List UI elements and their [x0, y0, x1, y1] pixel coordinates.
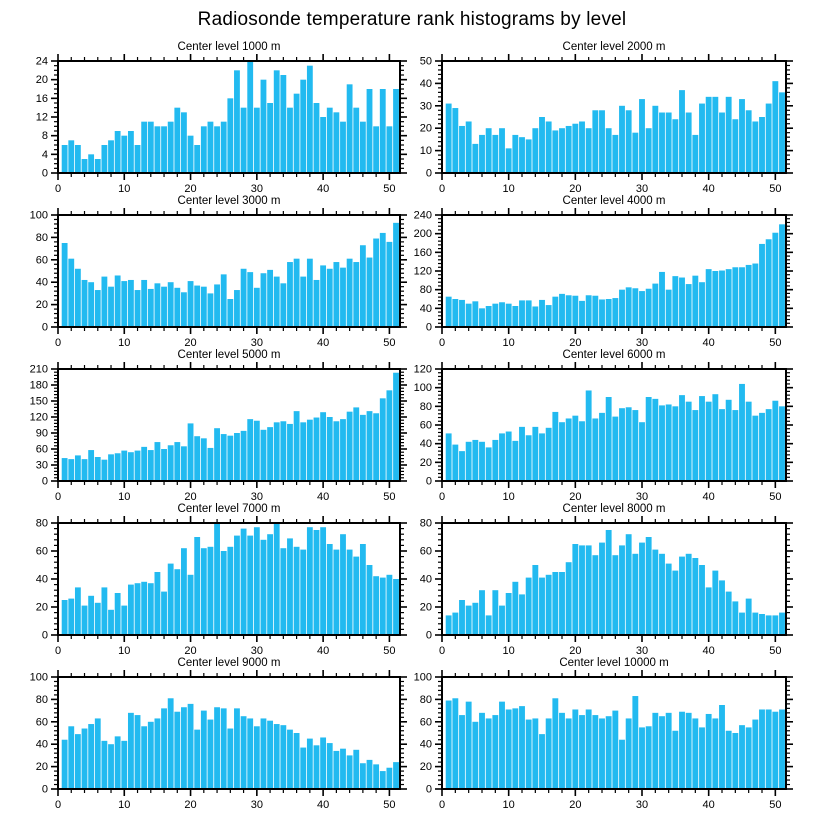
svg-text:100: 100: [413, 382, 432, 395]
svg-text:20: 20: [569, 183, 582, 193]
svg-text:20: 20: [35, 761, 48, 774]
svg-text:80: 80: [35, 517, 48, 530]
svg-text:0: 0: [41, 321, 48, 334]
svg-text:20: 20: [419, 456, 432, 469]
svg-text:0: 0: [438, 183, 446, 193]
svg-text:80: 80: [419, 693, 432, 706]
svg-text:30: 30: [635, 337, 649, 347]
bars: [62, 523, 399, 635]
svg-text:80: 80: [35, 693, 48, 706]
svg-text:20: 20: [184, 491, 197, 501]
svg-text:40: 40: [316, 799, 330, 809]
svg-text:210: 210: [29, 363, 48, 376]
subplot-title: Center level 6000 m: [562, 349, 666, 361]
subplot-chart: [412, 501, 824, 655]
subplot-chart: [0, 193, 412, 347]
svg-text:20: 20: [184, 799, 197, 809]
svg-text:0: 0: [54, 337, 62, 347]
subplot-grid: [0, 39, 824, 809]
svg-text:20: 20: [419, 761, 432, 774]
svg-text:30: 30: [35, 459, 48, 472]
svg-text:4: 4: [41, 148, 48, 161]
svg-text:80: 80: [419, 400, 432, 413]
subplot-center-level-9000-m: [0, 655, 412, 809]
svg-text:60: 60: [419, 419, 432, 432]
svg-text:10: 10: [118, 183, 131, 193]
svg-text:50: 50: [383, 645, 396, 655]
svg-text:50: 50: [383, 183, 396, 193]
svg-text:20: 20: [184, 183, 197, 193]
svg-text:20: 20: [35, 601, 48, 614]
svg-text:40: 40: [419, 738, 432, 751]
svg-text:20: 20: [569, 337, 582, 347]
bars: [446, 224, 785, 327]
subplot-chart: [0, 39, 412, 193]
subplot-title: Center level 2000 m: [562, 41, 666, 53]
subplot-center-level-8000-m: [412, 501, 824, 655]
svg-text:40: 40: [419, 77, 432, 90]
svg-text:60: 60: [35, 545, 48, 558]
svg-text:30: 30: [635, 645, 649, 655]
bars: [446, 530, 785, 635]
subplot-title: Center level 9000 m: [177, 657, 281, 669]
svg-text:20: 20: [569, 645, 582, 655]
bars: [62, 698, 399, 789]
svg-text:200: 200: [413, 228, 432, 241]
svg-text:0: 0: [438, 337, 446, 347]
svg-text:10: 10: [502, 183, 515, 193]
svg-text:20: 20: [184, 645, 197, 655]
svg-text:0: 0: [425, 475, 432, 488]
subplot-center-level-4000-m: [412, 193, 824, 347]
subplot-center-level-6000-m: [412, 347, 824, 501]
svg-text:40: 40: [702, 799, 715, 809]
bars: [446, 384, 785, 481]
svg-text:20: 20: [419, 601, 432, 614]
bars: [446, 696, 785, 789]
svg-text:60: 60: [35, 716, 48, 729]
svg-text:30: 30: [635, 799, 649, 809]
subplot-title: Center level 5000 m: [177, 349, 281, 361]
subplot-center-level-1000-m: [0, 39, 412, 193]
svg-text:40: 40: [316, 183, 330, 193]
subplot-center-level-7000-m: [0, 501, 412, 655]
subplot-center-level-10000-m: [412, 655, 824, 809]
svg-text:120: 120: [29, 411, 48, 424]
svg-text:40: 40: [35, 276, 48, 289]
svg-text:0: 0: [425, 783, 432, 796]
svg-text:120: 120: [413, 265, 432, 278]
subplot-chart: [0, 347, 412, 501]
svg-text:90: 90: [35, 427, 48, 440]
subplot-chart: [412, 193, 824, 347]
subplot-chart: [412, 39, 824, 193]
svg-text:240: 240: [413, 209, 432, 222]
svg-text:40: 40: [316, 491, 330, 501]
svg-text:40: 40: [702, 337, 715, 347]
svg-text:100: 100: [29, 671, 48, 684]
subplot-chart: [0, 655, 412, 809]
svg-text:20: 20: [184, 337, 197, 347]
svg-text:100: 100: [29, 209, 48, 222]
svg-text:20: 20: [35, 299, 48, 312]
svg-text:10: 10: [502, 337, 515, 347]
subplot-center-level-5000-m: [0, 347, 412, 501]
svg-text:0: 0: [54, 799, 62, 809]
svg-text:20: 20: [569, 799, 582, 809]
svg-text:20: 20: [35, 74, 48, 87]
svg-text:12: 12: [35, 111, 48, 124]
svg-text:40: 40: [419, 302, 432, 315]
svg-text:40: 40: [35, 573, 48, 586]
svg-text:10: 10: [118, 337, 131, 347]
svg-text:80: 80: [419, 284, 432, 297]
svg-text:30: 30: [250, 645, 263, 655]
subplot-title: Center level 4000 m: [562, 195, 666, 207]
svg-text:30: 30: [250, 491, 263, 501]
svg-text:8: 8: [41, 130, 48, 143]
svg-text:50: 50: [769, 799, 782, 809]
svg-text:10: 10: [118, 491, 131, 501]
subplot-title: Center level 10000 m: [559, 657, 669, 669]
bars: [62, 223, 399, 327]
svg-text:10: 10: [118, 645, 131, 655]
svg-text:0: 0: [41, 167, 48, 180]
svg-text:10: 10: [502, 799, 515, 809]
svg-text:50: 50: [383, 491, 396, 501]
svg-text:0: 0: [425, 167, 432, 180]
svg-text:0: 0: [425, 321, 432, 334]
svg-text:30: 30: [635, 183, 649, 193]
bars: [62, 373, 399, 481]
subplot-title: Center level 7000 m: [177, 503, 281, 515]
svg-text:50: 50: [383, 337, 396, 347]
svg-text:0: 0: [54, 183, 62, 193]
svg-text:30: 30: [250, 799, 263, 809]
subplot-center-level-3000-m: [0, 193, 412, 347]
svg-text:10: 10: [502, 491, 515, 501]
svg-text:40: 40: [702, 491, 715, 501]
bars: [62, 61, 399, 173]
svg-text:50: 50: [769, 337, 782, 347]
svg-text:50: 50: [769, 645, 782, 655]
svg-text:0: 0: [54, 645, 62, 655]
svg-text:150: 150: [29, 395, 48, 408]
svg-text:30: 30: [419, 100, 432, 113]
svg-text:30: 30: [250, 337, 263, 347]
svg-text:60: 60: [419, 545, 432, 558]
svg-text:40: 40: [419, 573, 432, 586]
svg-text:0: 0: [438, 645, 446, 655]
svg-text:0: 0: [41, 629, 48, 642]
svg-text:20: 20: [569, 491, 582, 501]
svg-text:50: 50: [769, 491, 782, 501]
svg-text:80: 80: [419, 517, 432, 530]
svg-text:60: 60: [35, 254, 48, 267]
svg-text:10: 10: [419, 145, 432, 158]
subplot-title: Center level 8000 m: [562, 503, 666, 515]
svg-text:40: 40: [316, 337, 330, 347]
subplot-chart: [0, 501, 412, 655]
subplot-center-level-2000-m: [412, 39, 824, 193]
svg-text:0: 0: [438, 799, 446, 809]
svg-text:180: 180: [29, 379, 48, 392]
figure-title: Radiosonde temperature rank histograms by level: [197, 9, 627, 30]
svg-text:80: 80: [35, 231, 48, 244]
svg-text:60: 60: [419, 716, 432, 729]
svg-text:50: 50: [419, 55, 432, 68]
svg-text:30: 30: [250, 183, 263, 193]
svg-text:100: 100: [413, 671, 432, 684]
bars: [446, 81, 785, 173]
svg-text:60: 60: [35, 443, 48, 456]
svg-text:40: 40: [702, 645, 715, 655]
svg-text:10: 10: [502, 645, 515, 655]
svg-text:24: 24: [35, 55, 48, 68]
svg-text:0: 0: [54, 491, 62, 501]
subplot-chart: [412, 655, 824, 809]
svg-text:50: 50: [383, 799, 396, 809]
svg-text:40: 40: [316, 645, 330, 655]
svg-text:0: 0: [41, 783, 48, 796]
svg-text:160: 160: [413, 246, 432, 259]
svg-text:0: 0: [41, 475, 48, 488]
svg-text:40: 40: [419, 438, 432, 451]
subplot-title: Center level 1000 m: [177, 41, 281, 53]
svg-text:120: 120: [413, 363, 432, 376]
svg-text:10: 10: [118, 799, 131, 809]
svg-text:40: 40: [35, 738, 48, 751]
svg-text:50: 50: [769, 183, 782, 193]
svg-text:30: 30: [635, 491, 649, 501]
svg-text:16: 16: [35, 92, 48, 105]
svg-text:0: 0: [425, 629, 432, 642]
svg-text:20: 20: [419, 122, 432, 135]
subplot-chart: [412, 347, 824, 501]
svg-text:40: 40: [702, 183, 715, 193]
subplot-title: Center level 3000 m: [177, 195, 281, 207]
svg-text:0: 0: [438, 491, 446, 501]
